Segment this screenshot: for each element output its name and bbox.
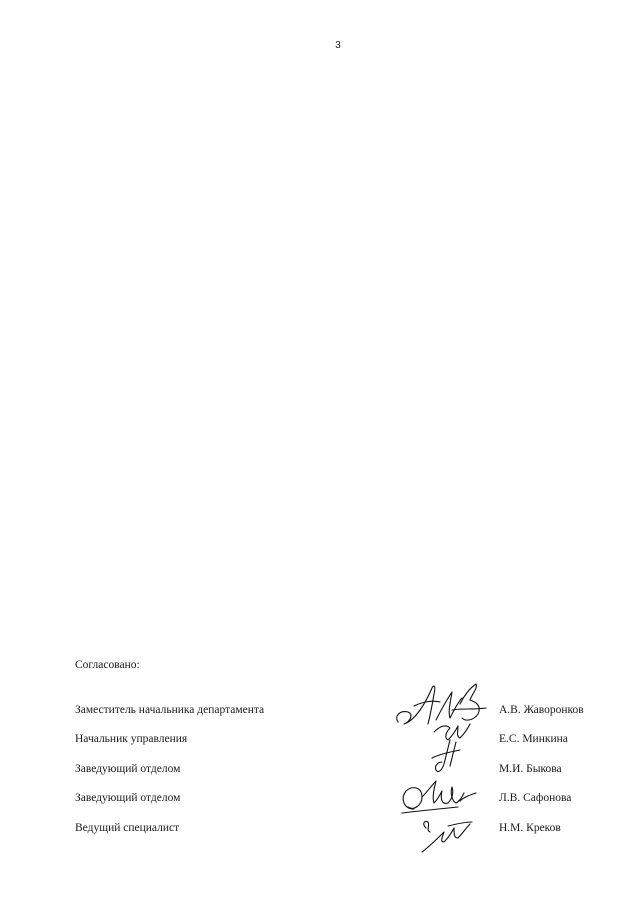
signatory-position: Заведующий отделом bbox=[75, 763, 181, 775]
signatory-name: Л.В. Сафонова bbox=[499, 792, 572, 804]
signatory-row bbox=[75, 704, 605, 720]
signature-krekov bbox=[418, 816, 476, 856]
approval-heading: Согласовано: bbox=[75, 659, 140, 671]
signatory-position: Ведущий специалист bbox=[75, 822, 180, 834]
signatory-row bbox=[75, 733, 605, 749]
signature-safonova bbox=[398, 775, 480, 819]
signature-minkina bbox=[426, 718, 476, 776]
signatory-position: Заместитель начальника департамента bbox=[75, 704, 265, 716]
signatory-name: М.И. Быкова bbox=[499, 763, 562, 775]
signatory-row bbox=[75, 792, 605, 808]
signatory-name: Н.М. Креков bbox=[499, 822, 561, 834]
page-number: 3 bbox=[335, 40, 341, 51]
signatory-name: Е.С. Минкина bbox=[499, 733, 568, 745]
signatory-position: Начальник управления bbox=[75, 733, 188, 745]
signatory-name: А.В. Жаворонков bbox=[499, 704, 584, 716]
signatory-row bbox=[75, 763, 605, 779]
signatory-row bbox=[75, 822, 605, 838]
signatory-position: Заведующий отделом bbox=[75, 792, 181, 804]
